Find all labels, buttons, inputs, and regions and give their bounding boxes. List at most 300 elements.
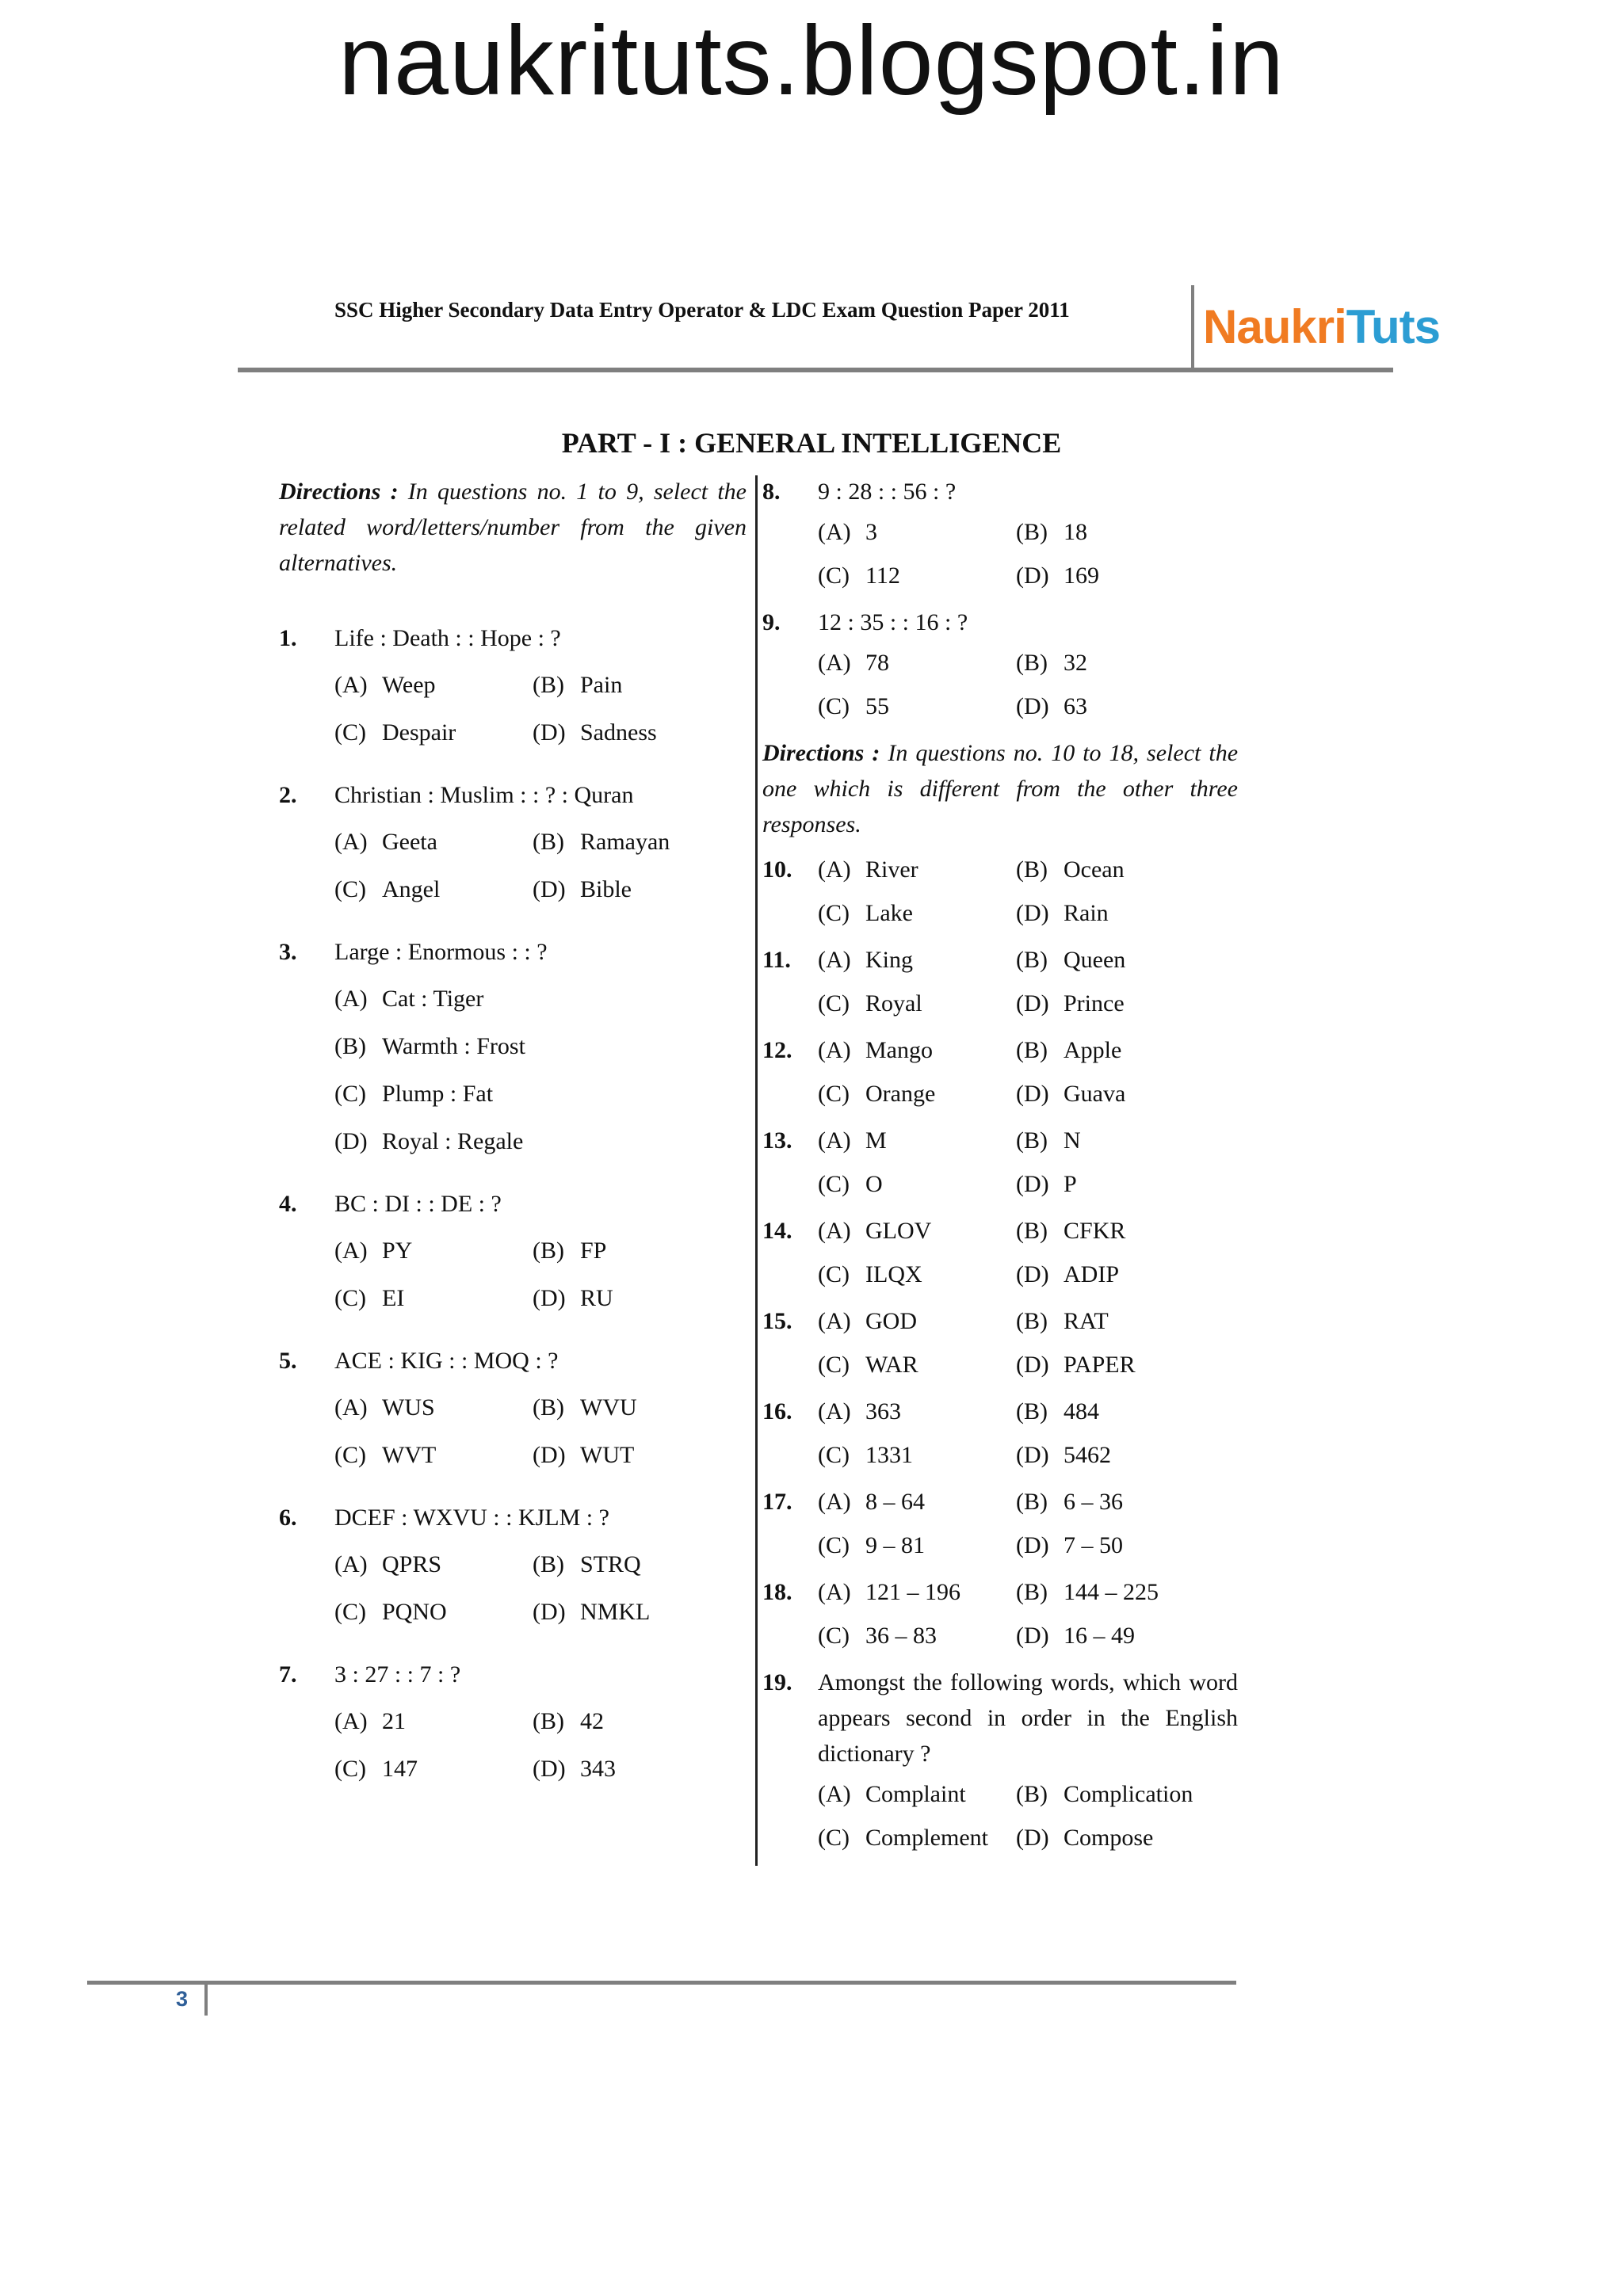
option-text: 9 – 81 [865, 1532, 925, 1558]
answer-option [1016, 1213, 1214, 1249]
question-line [762, 1394, 1238, 1473]
directions-2: Directions : In questions no. 10 to 18, select the one which is different from the other three responses. [762, 740, 1239, 837]
option-letter: (A) [818, 947, 851, 973]
header-rule [238, 368, 1393, 372]
question-item [762, 1123, 1238, 1202]
question-text: 9 : 28 : : 56 : ? [818, 479, 957, 505]
option-grid [818, 1776, 1238, 1855]
question-number: 4. [279, 1191, 297, 1217]
option-text: ADIP [1064, 1261, 1120, 1287]
question-text: DCEF : WXVU : : KJLM : ? [334, 1505, 609, 1531]
option-text: WAR [865, 1352, 918, 1378]
question-text: Large : Enormous : : ? [334, 939, 548, 965]
option-letter: (C) [818, 1442, 850, 1468]
option-letter: (B) [1016, 519, 1048, 545]
option-text: Complaint [865, 1781, 966, 1807]
option-text: 144 – 225 [1064, 1579, 1159, 1605]
answer-option [818, 1303, 1016, 1339]
option-text: 169 [1064, 563, 1099, 589]
option-letter: (C) [334, 1442, 366, 1468]
question-line [279, 1186, 747, 1222]
answer-option [818, 514, 1016, 550]
answer-option [818, 852, 1016, 887]
answer-option [818, 986, 1016, 1021]
option-letter: (A) [818, 1781, 851, 1807]
option-letter: (D) [1016, 990, 1049, 1016]
question-number: 12. [762, 1037, 792, 1063]
question-line [762, 1213, 1238, 1292]
option-grid [818, 1394, 1214, 1473]
option-text: Royal : Regale [382, 1128, 524, 1154]
option-text: GLOV [865, 1218, 932, 1244]
option-grid [334, 981, 747, 1159]
answer-option [533, 667, 731, 703]
answer-option [1016, 1527, 1214, 1563]
question-item [762, 1032, 1238, 1112]
answer-option [1016, 1776, 1214, 1812]
page-number: 3 [176, 1987, 189, 2011]
option-text: WUT [580, 1442, 635, 1468]
option-letter: (C) [334, 1599, 366, 1625]
answer-option [1016, 514, 1214, 550]
option-letter: (C) [818, 1825, 850, 1851]
option-letter: (C) [818, 900, 850, 926]
option-letter: (D) [1016, 1532, 1049, 1558]
option-letter: (A) [818, 1579, 851, 1605]
option-letter: (B) [334, 1033, 366, 1059]
option-text: Angel [382, 876, 441, 902]
option-text: ILQX [865, 1261, 922, 1287]
option-text: Ocean [1064, 856, 1125, 883]
option-letter: (D) [533, 1285, 566, 1311]
option-letter: (D) [1016, 1623, 1049, 1649]
option-text: 363 [865, 1398, 901, 1425]
option-letter: (D) [1016, 563, 1049, 589]
option-letter: (C) [334, 719, 366, 746]
option-text: GOD [865, 1308, 917, 1334]
question-item [762, 474, 1238, 593]
question-line [762, 605, 1238, 640]
question-number: 5. [279, 1348, 297, 1374]
option-grid [818, 1213, 1214, 1292]
option-letter: (A) [334, 1394, 368, 1421]
question-text: Life : Death : : Hope : ? [334, 625, 561, 651]
header-divider [1191, 285, 1194, 369]
question-line [762, 942, 1238, 1021]
question-item [762, 605, 1238, 724]
answer-option [533, 1547, 731, 1582]
option-text: Weep [382, 672, 436, 698]
answer-option [334, 871, 533, 907]
option-letter: (C) [818, 1171, 850, 1197]
option-text: Complication [1064, 1781, 1193, 1807]
option-text: 36 – 83 [865, 1623, 937, 1649]
answer-option [533, 824, 731, 860]
answer-option [334, 824, 533, 860]
question-text: Amongst the following words, which word appears second in order in the English dictionary ? [818, 1669, 1238, 1767]
right-column [762, 474, 1238, 1867]
answer-option [818, 1394, 1016, 1429]
option-text: 3 [865, 519, 877, 545]
option-grid [334, 667, 747, 750]
option-letter: (D) [1016, 1261, 1049, 1287]
answer-option [533, 1437, 731, 1473]
option-text: Mango [865, 1037, 933, 1063]
option-text: Pain [580, 672, 623, 698]
option-letter: (A) [334, 1238, 368, 1264]
option-letter: (A) [334, 1551, 368, 1577]
answer-option [334, 1123, 731, 1159]
option-letter: (B) [1016, 1218, 1048, 1244]
option-grid [818, 1574, 1214, 1653]
question-number: 16. [762, 1398, 792, 1425]
answer-option [334, 981, 731, 1016]
question-text: 12 : 35 : : 16 : ? [818, 609, 968, 635]
question-line [762, 852, 1238, 931]
option-letter: (A) [334, 1708, 368, 1734]
question-text: Christian : Muslim : : ? : Quran [334, 782, 634, 808]
answer-option [334, 1076, 731, 1112]
option-text: Rain [1064, 900, 1109, 926]
option-text: 21 [382, 1708, 406, 1734]
question-number: 3. [279, 939, 297, 965]
option-text: 1331 [865, 1442, 913, 1468]
answer-option [818, 1347, 1016, 1383]
option-text: 18 [1064, 519, 1087, 545]
option-text: Prince [1064, 990, 1125, 1016]
answer-option [533, 1390, 731, 1425]
option-letter: (C) [818, 1352, 850, 1378]
answer-option [818, 558, 1016, 593]
option-letter: (D) [533, 876, 566, 902]
answer-option [1016, 986, 1214, 1021]
question-item [279, 777, 747, 907]
question-line [762, 474, 1238, 509]
option-text: Despair [382, 719, 456, 746]
option-letter: (B) [533, 829, 564, 855]
option-grid [334, 1233, 747, 1316]
answer-option [1016, 1347, 1214, 1383]
answer-option [1016, 1437, 1214, 1473]
option-text: P [1064, 1171, 1077, 1197]
option-text: FP [580, 1238, 607, 1264]
option-letter: (B) [1016, 1398, 1048, 1425]
header-title: SSC Higher Secondary Data Entry Operator & LDC Exam Question Paper 2011 [334, 298, 1070, 322]
footer-rule [87, 1981, 1236, 1985]
option-text: 32 [1064, 650, 1087, 676]
directions-1: Directions : In questions no. 1 to 9, select the related word/letters/number from the given alternatives. [279, 479, 747, 576]
option-text: WVT [382, 1442, 437, 1468]
question-line [279, 620, 747, 656]
option-letter: (B) [533, 1238, 564, 1264]
option-letter: (D) [533, 1599, 566, 1625]
answer-option [818, 1166, 1016, 1202]
option-text: Apple [1064, 1037, 1122, 1063]
answer-option [533, 715, 731, 750]
option-text: 5462 [1064, 1442, 1111, 1468]
answer-option [334, 1594, 533, 1630]
option-letter: (B) [1016, 1308, 1048, 1334]
question-item [279, 1343, 747, 1473]
question-line [762, 1484, 1238, 1563]
option-text: 112 [865, 563, 900, 589]
question-number: 2. [279, 782, 297, 808]
option-letter: (A) [334, 672, 368, 698]
answer-option [533, 1233, 731, 1268]
option-text: PAPER [1064, 1352, 1136, 1378]
question-line [762, 1123, 1238, 1202]
option-text: CFKR [1064, 1218, 1126, 1244]
option-text: Guava [1064, 1081, 1126, 1107]
answer-option [818, 1123, 1016, 1158]
watermark-site: naukrituts.blogspot.in [338, 6, 1285, 116]
option-text: 343 [580, 1756, 616, 1782]
left-column [279, 474, 747, 1814]
answer-option [818, 1618, 1016, 1653]
answer-option [334, 1437, 533, 1473]
option-text: 42 [580, 1708, 604, 1734]
option-text: Cat : Tiger [382, 986, 484, 1012]
answer-option [533, 1594, 731, 1630]
option-text: Complement [865, 1825, 988, 1851]
left-question-list [279, 620, 747, 1787]
option-letter: (A) [818, 1398, 851, 1425]
option-text: Orange [865, 1081, 936, 1107]
question-item [279, 620, 747, 750]
question-number: 18. [762, 1579, 792, 1605]
option-text: 484 [1064, 1398, 1099, 1425]
option-text: Geeta [382, 829, 437, 855]
option-text: PQNO [382, 1599, 447, 1625]
option-text: Warmth : Frost [382, 1033, 525, 1059]
option-grid [818, 1303, 1214, 1383]
option-letter: (B) [533, 1708, 564, 1734]
answer-option [818, 688, 1016, 724]
question-text: BC : DI : : DE : ? [334, 1191, 502, 1217]
option-letter: (B) [1016, 1579, 1048, 1605]
question-item [279, 1186, 747, 1316]
answer-option [1016, 1123, 1214, 1158]
option-text: Lake [865, 900, 913, 926]
question-line [762, 1574, 1238, 1653]
question-number: 1. [279, 625, 297, 651]
option-letter: (D) [533, 1756, 566, 1782]
option-text: 63 [1064, 693, 1087, 719]
option-letter: (A) [818, 1037, 851, 1063]
option-letter: (C) [334, 876, 366, 902]
question-19 [762, 1665, 1238, 1855]
question-item [279, 1500, 747, 1630]
question-number: 14. [762, 1218, 792, 1244]
answer-option [818, 1776, 1016, 1812]
option-text: Ramayan [580, 829, 670, 855]
question-item [279, 1657, 747, 1787]
answer-option [818, 942, 1016, 978]
option-letter: (B) [1016, 650, 1048, 676]
question-line [762, 1032, 1238, 1112]
option-letter: (B) [1016, 1037, 1048, 1063]
question-number: 13. [762, 1127, 792, 1154]
option-text: 6 – 36 [1064, 1489, 1123, 1515]
answer-option [818, 645, 1016, 681]
option-grid [334, 1547, 747, 1630]
question-item [762, 1665, 1238, 1855]
answer-option [1016, 1076, 1214, 1112]
option-letter: (D) [1016, 1442, 1049, 1468]
question-number: 10. [762, 856, 792, 883]
option-text: N [1064, 1127, 1081, 1154]
answer-option [1016, 1484, 1214, 1520]
question-item [762, 1303, 1238, 1383]
question-number: 11. [762, 947, 791, 973]
option-letter: (C) [818, 1261, 850, 1287]
answer-option [818, 1574, 1016, 1610]
footer-divider [204, 1984, 208, 2016]
answer-option [1016, 1257, 1214, 1292]
option-text: WUS [382, 1394, 435, 1421]
option-text: O [865, 1171, 883, 1197]
answer-option [818, 1076, 1016, 1112]
option-letter: (D) [1016, 1081, 1049, 1107]
answer-option [818, 895, 1016, 931]
option-letter: (B) [1016, 1781, 1048, 1807]
option-text: 147 [382, 1756, 418, 1782]
question-item [762, 852, 1238, 931]
option-letter: (A) [334, 829, 368, 855]
option-letter: (D) [533, 719, 566, 746]
option-text: QPRS [382, 1551, 442, 1577]
question-number: 17. [762, 1489, 792, 1515]
answer-option [818, 1527, 1016, 1563]
option-letter: (D) [1016, 693, 1049, 719]
option-grid [334, 1703, 747, 1787]
answer-option [1016, 645, 1214, 681]
question-item [762, 1394, 1238, 1473]
answer-option [818, 1213, 1016, 1249]
option-letter: (B) [533, 672, 564, 698]
option-letter: (C) [818, 693, 850, 719]
option-grid [818, 1032, 1214, 1112]
answer-option [334, 715, 533, 750]
question-text: 3 : 27 : : 7 : ? [334, 1661, 461, 1688]
option-grid [818, 514, 1238, 593]
question-text: ACE : KIG : : MOQ : ? [334, 1348, 559, 1374]
question-number: 19. [762, 1669, 792, 1695]
right-question-list-a [762, 474, 1238, 724]
option-letter: (C) [818, 563, 850, 589]
option-letter: (B) [533, 1394, 564, 1421]
question-item [279, 934, 747, 1159]
answer-option [818, 1032, 1016, 1068]
option-letter: (C) [818, 1532, 850, 1558]
option-text: RU [580, 1285, 613, 1311]
answer-option [334, 1547, 533, 1582]
option-text: King [865, 947, 913, 973]
option-text: NMKL [580, 1599, 651, 1625]
answer-option [334, 1703, 533, 1739]
answer-option [533, 871, 731, 907]
option-letter: (A) [818, 1127, 851, 1154]
option-text: Compose [1064, 1825, 1154, 1851]
option-letter: (C) [818, 1623, 850, 1649]
question-number: 8. [762, 479, 781, 505]
option-text: M [865, 1127, 887, 1154]
answer-option [1016, 558, 1214, 593]
option-letter: (D) [1016, 1352, 1049, 1378]
option-letter: (B) [1016, 856, 1048, 883]
question-line [279, 777, 747, 813]
question-item [762, 1574, 1238, 1653]
option-letter: (A) [334, 986, 368, 1012]
answer-option [334, 1233, 533, 1268]
option-letter: (D) [1016, 1825, 1049, 1851]
answer-option [533, 1280, 731, 1316]
question-item [762, 1213, 1238, 1292]
option-letter: (D) [533, 1442, 566, 1468]
answer-option [334, 667, 533, 703]
answer-option [1016, 1303, 1214, 1339]
question-item [762, 1484, 1238, 1563]
answer-option [818, 1437, 1016, 1473]
option-grid [818, 852, 1214, 931]
option-letter: (C) [334, 1756, 366, 1782]
option-letter: (C) [334, 1285, 366, 1311]
option-letter: (C) [334, 1081, 366, 1107]
option-text: WVU [580, 1394, 637, 1421]
answer-option [334, 1390, 533, 1425]
option-text: STRQ [580, 1551, 641, 1577]
option-letter: (A) [818, 1308, 851, 1334]
option-letter: (A) [818, 519, 851, 545]
question-number: 6. [279, 1505, 297, 1531]
answer-option [1016, 688, 1214, 724]
option-letter: (A) [818, 1218, 851, 1244]
option-letter: (B) [533, 1551, 564, 1577]
option-letter: (B) [1016, 1127, 1048, 1154]
question-number: 15. [762, 1308, 792, 1334]
option-text: 55 [865, 693, 889, 719]
column-divider [755, 475, 758, 1866]
option-grid [818, 942, 1214, 1021]
part-title: PART - I : GENERAL INTELLIGENCE [561, 427, 1062, 459]
option-letter: (D) [334, 1128, 368, 1154]
question-line [279, 1657, 747, 1692]
answer-option [1016, 1820, 1214, 1855]
answer-option [1016, 1574, 1214, 1610]
question-number: 9. [762, 609, 781, 635]
option-letter: (A) [818, 856, 851, 883]
question-number: 7. [279, 1661, 297, 1688]
answer-option [533, 1703, 731, 1739]
answer-option [1016, 942, 1214, 978]
answer-option [1016, 1618, 1214, 1653]
option-text: PY [382, 1238, 413, 1264]
option-letter: (C) [818, 1081, 850, 1107]
answer-option [818, 1257, 1016, 1292]
option-text: Queen [1064, 947, 1126, 973]
option-grid [334, 1390, 747, 1473]
option-letter: (C) [818, 990, 850, 1016]
question-line [762, 1303, 1238, 1383]
answer-option [818, 1484, 1016, 1520]
option-grid [818, 645, 1238, 724]
option-text: Plump : Fat [382, 1081, 494, 1107]
option-text: Bible [580, 876, 632, 902]
option-text: Sadness [580, 719, 657, 746]
question-line [279, 934, 747, 970]
answer-option [334, 1751, 533, 1787]
option-letter: (A) [818, 1489, 851, 1515]
